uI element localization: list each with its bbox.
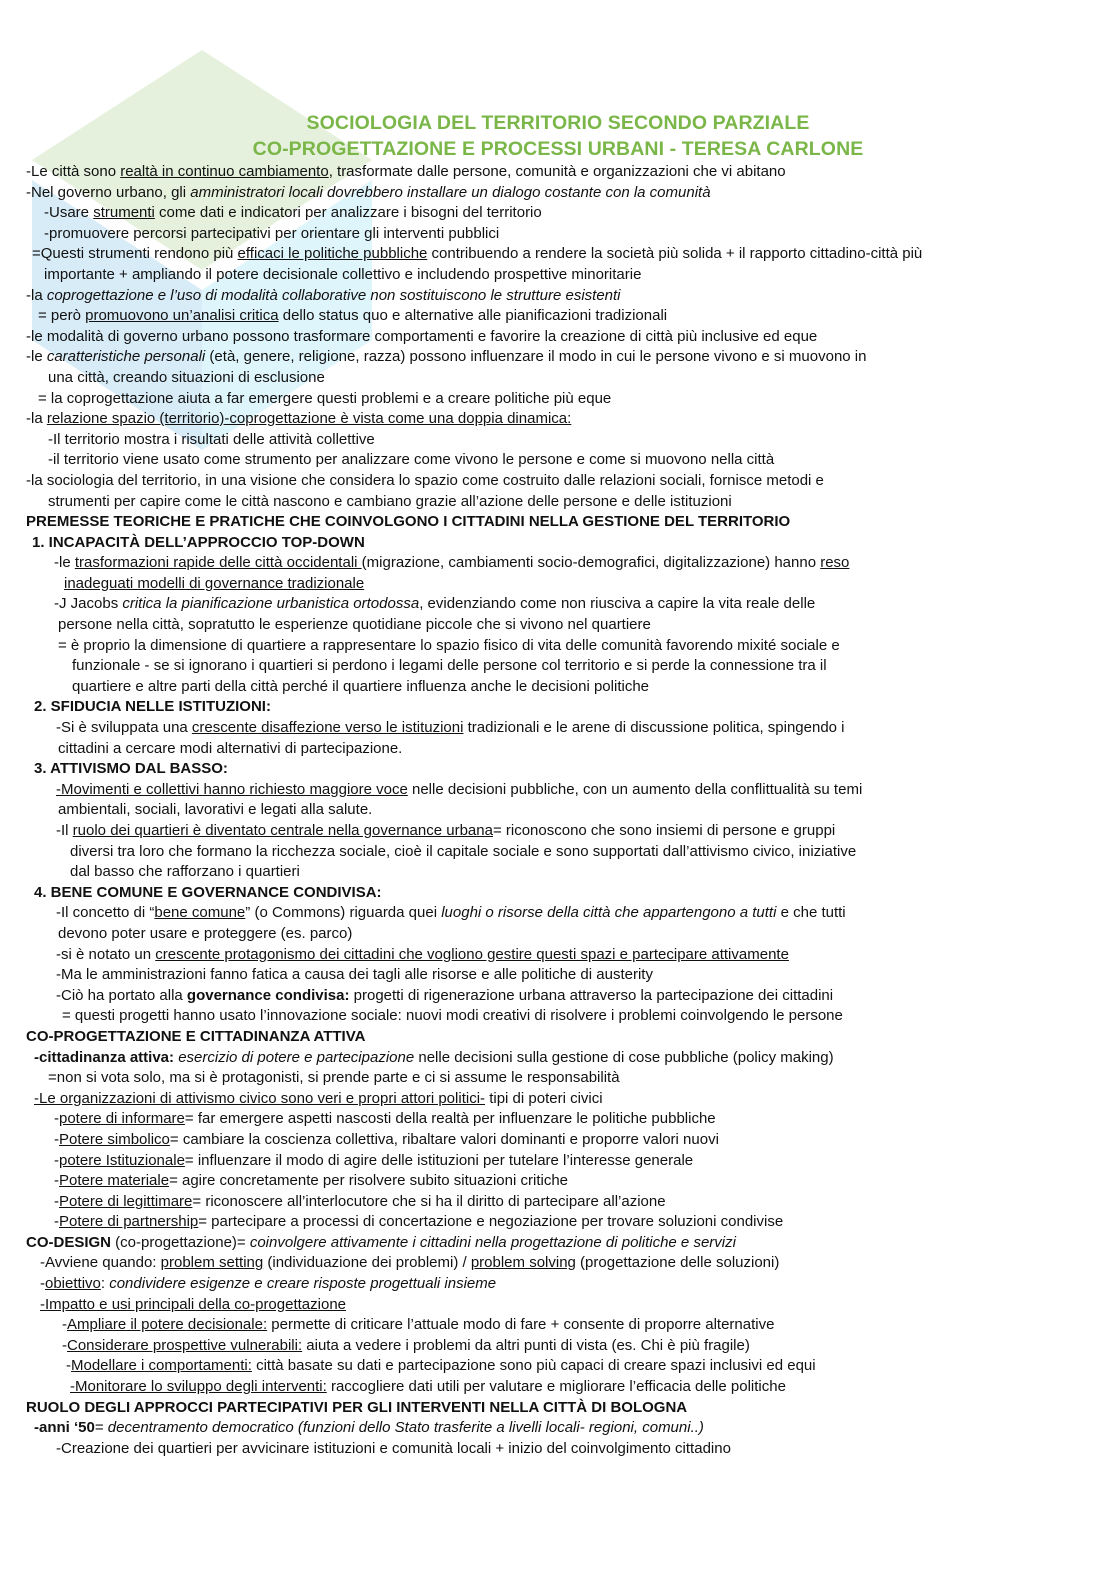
note-line [26, 924, 1101, 945]
text-run: bene comune [154, 904, 246, 922]
text-run: -Ma le amministrazioni fanno fatica a causa dei tagli alle risorse e alle politiche di austerity [56, 966, 653, 984]
text-run: -Il concetto di “ [56, 904, 155, 922]
text-run: governance condivisa: [186, 986, 350, 1004]
note-line [26, 1109, 1101, 1130]
text-run: crescente disaffezione verso le istituzioni [191, 719, 464, 737]
text-run: -Avviene quando: [40, 1254, 161, 1272]
text-run: Potere di legittimare [59, 1192, 193, 1210]
document-title: SOCIOLOGIA DEL TERRITORIO SECONDO PARZIALE [306, 112, 810, 134]
text-run: : [100, 1275, 110, 1293]
note-line [26, 1274, 1101, 1295]
text-run: tradizionali e le arene di discussione politica, spingendo i [463, 719, 845, 737]
text-run: strumenti [93, 204, 155, 222]
note-line [26, 718, 1101, 739]
text-run: (co-progettazione)= [111, 1233, 250, 1251]
text-run: funzionale - se si ignorano i quartieri si perdono i legami delle persone col territorio e si perde la connessione tra il [72, 657, 827, 675]
text-run: -si è notato un [56, 945, 156, 963]
note-line [26, 945, 1101, 966]
text-run: -Le organizzazioni di attivismo civico sono veri e propri attori politici- [34, 1089, 486, 1107]
text-run: Considerare prospettive vulnerabili: [67, 1336, 303, 1354]
text-run: -Monitorare lo sviluppo degli interventi: [70, 1378, 327, 1396]
text-run: =non si vota solo, ma si è protagonisti, si prende parte e ci si assume le responsabilità [48, 1069, 620, 1087]
text-run: obiettivo [45, 1275, 101, 1293]
text-run: 4. BENE COMUNE E GOVERNANCE CONDIVISA: [34, 883, 382, 901]
text-run: permette di criticare l’attuale modo di fare + consente di proporre alternative [267, 1316, 775, 1334]
note-line [26, 1089, 1101, 1110]
text-run: caratteristiche personali [46, 348, 206, 366]
note-line [26, 1006, 1101, 1027]
text-run: -Il territorio mostra i risultati delle attività collettive [48, 430, 375, 448]
text-run: realtà in continuo cambiamento [120, 163, 329, 180]
text-run: -Nel governo urbano, gli [26, 183, 191, 201]
text-run: inadeguati modelli di governance tradizionale [64, 574, 365, 592]
note-line [26, 1171, 1101, 1192]
note-line [26, 986, 1101, 1007]
text-run: -la [26, 286, 47, 304]
note-line [26, 1048, 1101, 1069]
note-line [26, 615, 1101, 636]
text-run: dal basso che rafforzano i quartieri [70, 863, 300, 881]
note-line [26, 800, 1101, 821]
text-run: , trasformate dalle persone, comunità e organizzazioni che vi abitano [328, 163, 786, 180]
note-line [26, 842, 1101, 863]
text-run: Ampliare il potere decisionale: [67, 1316, 268, 1334]
text-run: raccogliere dati utili per valutare e migliorare l’efficacia delle politiche [326, 1378, 786, 1396]
text-run: potere di informare [59, 1110, 185, 1128]
note-line [26, 409, 1101, 430]
text-run: esercizio di potere e partecipazione [178, 1048, 415, 1066]
text-run: = è proprio la dimensione di quartiere a rappresentare lo spazio fisico di vita delle comunità favorendo mixité sociale e [58, 636, 840, 654]
note-line [26, 1336, 1101, 1357]
text-run: - [54, 1192, 59, 1210]
note-line [26, 244, 1101, 265]
text-run: - [54, 1151, 59, 1169]
note-line [26, 1068, 1101, 1089]
text-run: e che tutti [776, 904, 846, 922]
text-run: CO-DESIGN [26, 1233, 112, 1251]
text-run: relazione spazio (territorio)-coprogettazione è vista come una doppia dinamica: [46, 410, 572, 428]
text-run: =Questi strumenti rendono più [32, 245, 238, 263]
text-run: decentramento democratico (funzioni dello Stato trasferite a livelli locali- regioni, comuni..) [107, 1419, 704, 1437]
note-line [26, 347, 1101, 368]
text-run: diversi tra loro che formano la ricchezza sociale, cioè il capitale sociale e sono supportati dall’attivismo civico, iniziative [70, 842, 857, 860]
text-run: reso [820, 554, 850, 572]
section-heading [26, 759, 1101, 780]
text-run: PREMESSE TEORICHE E PRATICHE CHE COINVOLGONO I CITTADINI NELLA GESTIONE DEL TERRITORIO [26, 513, 791, 531]
text-run: - [40, 1275, 45, 1293]
section-heading [26, 533, 1101, 554]
note-line [26, 203, 1101, 224]
text-run: = però [38, 307, 86, 325]
text-run: ambientali, sociali, lavorativi e legati alla salute. [58, 801, 373, 819]
text-run: -Impatto e usi principali della co-progettazione [40, 1295, 346, 1313]
text-run: -il territorio viene usato come strumento per analizzare come vivono le persone e come si muovono nella città [48, 451, 775, 469]
text-run: -Le città sono [26, 163, 121, 180]
section-heading [26, 883, 1101, 904]
note-line [26, 327, 1101, 348]
text-run: promuovono un’analisi critica [85, 307, 279, 325]
document-subtitle: CO-PROGETTAZIONE E PROCESSI URBANI - TERESA CARLONE [252, 138, 864, 160]
note-line [26, 1212, 1101, 1233]
text-run: -Ciò ha portato alla [56, 986, 187, 1004]
section-heading [26, 1027, 1101, 1048]
text-run: -J Jacobs [54, 595, 123, 613]
text-run: - [62, 1336, 67, 1354]
text-run: Potere simbolico [59, 1130, 170, 1148]
note-line [26, 224, 1101, 245]
section-heading [26, 697, 1101, 718]
note-line [26, 656, 1101, 677]
text-run: Modellare i comportamenti: [71, 1357, 252, 1375]
text-run: - [62, 1316, 67, 1334]
text-run: = la coprogettazione aiuta a far emergere questi problemi e a creare politiche più eque [38, 389, 612, 407]
text-run: (individuazione dei problemi) / [263, 1254, 471, 1272]
text-run: -anni ‘50 [34, 1419, 95, 1437]
note-line [26, 1295, 1101, 1316]
text-run: -le [26, 348, 47, 366]
text-run: ” (o Commons) riguarda quei [245, 904, 442, 922]
text-run: - [54, 1110, 59, 1128]
text-run: (età, genere, religione, razza) possono influenzare il modo in cui le persone vivono e si muovono in [205, 348, 867, 366]
text-run: = partecipare a processi di concertazione e negoziazione per trovare soluzioni condivise [198, 1213, 784, 1231]
note-line [26, 430, 1101, 451]
note-line [26, 553, 1101, 574]
note-line [26, 450, 1101, 471]
note-line [26, 389, 1101, 410]
note-line [26, 1192, 1101, 1213]
note-line [26, 162, 1101, 183]
note-line [26, 903, 1101, 924]
text-run: nelle decisioni pubbliche, con un aumento della conflittualità su temi [407, 780, 863, 798]
note-line [26, 965, 1101, 986]
text-run: come dati e indicatori per analizzare i bisogni del territorio [154, 204, 542, 222]
note-line [26, 1418, 1101, 1439]
note-line [26, 862, 1101, 883]
note-line [26, 821, 1101, 842]
text-run: importante + ampliando il potere decisionale collettivo e includendo prospettive minoritarie [44, 265, 642, 283]
text-run: -la sociologia del territorio, in una visione che considera lo spazio come costruito dalle relazioni sociali, fornisce metodi e [26, 471, 824, 489]
note-line [26, 1253, 1101, 1274]
text-run: problem solving [470, 1254, 576, 1272]
note-line [26, 739, 1101, 760]
note-line [26, 183, 1101, 204]
note-line [26, 492, 1101, 513]
text-run: quartiere e altre parti della città perché il quartiere influenza anche le decisioni politiche [72, 677, 650, 695]
text-run: una città, creando situazioni di esclusione [48, 368, 325, 386]
text-run: (migrazione, cambiamenti socio-demografici, digitalizzazione) hanno [361, 554, 821, 572]
text-run: - [54, 1130, 59, 1148]
text-run: 1. INCAPACITÀ DELL’APPROCCIO TOP-DOWN [32, 533, 365, 551]
note-line [26, 1356, 1101, 1377]
text-run: = agire concretamente per risolvere subito situazioni critiche [169, 1172, 569, 1190]
text-run: -Creazione dei quartieri per avvicinare istituzioni e comunità locali + inizio del coinvolgimento cittadino [56, 1439, 731, 1457]
text-run: , evidenziando come non riusciva a capire la vita reale delle [419, 595, 816, 613]
text-run: -Usare [44, 204, 94, 222]
text-run: -cittadinanza attiva: [34, 1048, 175, 1066]
note-line [26, 368, 1101, 389]
note-line [26, 1130, 1101, 1151]
text-run: = questi progetti hanno usato l’innovazione sociale: nuovi modi creativi di risolvere i problemi coinvolgendo le persone [62, 1007, 843, 1025]
text-run: devono poter usare e proteggere (es. parco) [58, 924, 353, 942]
text-run: contribuendo a rendere la società più solida + il rapporto cittadino-città più [427, 245, 923, 263]
text-run: strumenti per capire come le città nascono e cambiano grazie all’azione delle persone e delle istituzioni [48, 492, 732, 510]
text-run: CO-PROGETTAZIONE E CITTADINANZA ATTIVA [26, 1027, 366, 1045]
text-run: -la [26, 410, 47, 428]
note-line [26, 471, 1101, 492]
text-run: crescente protagonismo dei cittadini che vogliono gestire questi spazi e partecipare attivamente [155, 945, 789, 963]
text-run: città basate su dati e partecipazione sono più capaci di creare spazi inclusivi ed equi [251, 1357, 816, 1375]
text-run: nelle decisioni sulla gestione di cose pubbliche (policy making) [414, 1048, 834, 1066]
text-run: problem setting [160, 1254, 264, 1272]
text-run: -promuovere percorsi partecipativi per orientare gli interventi pubblici [44, 224, 500, 242]
text-run: trasformazioni rapide delle città occidentali [74, 554, 362, 572]
text-run: amministratori locali dovrebbero installare un dialogo costante con la comunità [190, 183, 711, 201]
text-run: = riconoscono che sono insiemi di persone e gruppi [492, 822, 836, 839]
text-run: (progettazione delle soluzioni) [575, 1254, 780, 1272]
note-line [26, 286, 1101, 307]
note-line [26, 594, 1101, 615]
text-run: tipi di poteri civici [485, 1089, 603, 1107]
note-line [26, 1315, 1101, 1336]
text-run: persone nella città, sopratutto le esperienze quotidiane piccole che si vivono nel quartiere [58, 616, 651, 634]
text-run: -le [54, 554, 75, 572]
text-run: efficaci le politiche pubbliche [237, 245, 428, 263]
note-line [26, 1233, 1101, 1254]
text-run: - [54, 1172, 59, 1190]
section-heading [26, 1398, 1101, 1419]
text-run: potere Istituzionale [59, 1151, 185, 1169]
note-line [26, 1151, 1101, 1172]
text-run: luoghi o risorse della città che appartengono a tutti [441, 904, 777, 922]
text-run: dello status quo e alternative alle pianificazioni tradizionali [278, 307, 668, 325]
section-heading [26, 512, 1101, 533]
text-run: Potere materiale [59, 1172, 170, 1190]
text-run: condividere esigenze e creare risposte progettuali insieme [109, 1275, 497, 1293]
text-run: -Si è sviluppata una [56, 719, 192, 737]
text-run: critica la pianificazione urbanistica ortodossa [122, 595, 420, 613]
note-line [26, 306, 1101, 327]
text-run: = cambiare la coscienza collettiva, ribaltare valori dominanti e proporre valori nuovi [169, 1130, 719, 1148]
note-line [26, 265, 1101, 286]
note-line [26, 1439, 1101, 1460]
note-line [26, 1377, 1101, 1398]
notes-body [26, 162, 1101, 1459]
text-run: = influenzare il modo di agire delle istituzioni per tutelare l’interesse generale [184, 1151, 694, 1169]
text-run: 2. SFIDUCIA NELLE ISTITUZIONI: [34, 698, 271, 716]
text-run: coprogettazione e l’uso di modalità collaborative non sostituiscono le strutture esistenti [46, 286, 621, 304]
text-run: 3. ATTIVISMO DAL BASSO: [34, 760, 228, 778]
note-line [26, 677, 1101, 698]
text-run: aiuta a vedere i problemi da altri punti di vista (es. Chi è più fragile) [302, 1336, 750, 1354]
text-run: RUOLO DEGLI APPROCCI PARTECIPATIVI PER GLI INTERVENTI NELLA CITTÀ DI BOLOGNA [26, 1398, 688, 1416]
text-run: = riconoscere all’interlocutore che si ha il diritto di partecipare all’azione [192, 1192, 666, 1210]
text-run: progetti di rigenerazione urbana attraverso la partecipazione dei cittadini [349, 986, 834, 1004]
text-run: ruolo dei quartieri è diventato centrale nella governance urbana [72, 822, 493, 839]
text-run: = [94, 1419, 108, 1437]
text-run: -le modalità di governo urbano possono trasformare comportamenti e favorire la creazione di città più inclusive ed eque [26, 327, 818, 345]
text-run: Potere di partnership [59, 1213, 199, 1231]
text-run: - [66, 1357, 71, 1375]
text-run: -Il [56, 822, 73, 839]
text-run: -Movimenti e collettivi hanno richiesto maggiore voce [56, 780, 408, 798]
note-line [26, 636, 1101, 657]
text-run: = far emergere aspetti nascosti della realtà per influenzare le politiche pubbliche [184, 1110, 716, 1128]
text-run: coinvolgere attivamente i cittadini nella progettazione di politiche e servizi [249, 1233, 736, 1251]
note-line [26, 780, 1101, 801]
note-line [26, 574, 1101, 595]
text-run: - [54, 1213, 59, 1231]
text-run: cittadini a cercare modi alternativi di partecipazione. [58, 739, 403, 757]
